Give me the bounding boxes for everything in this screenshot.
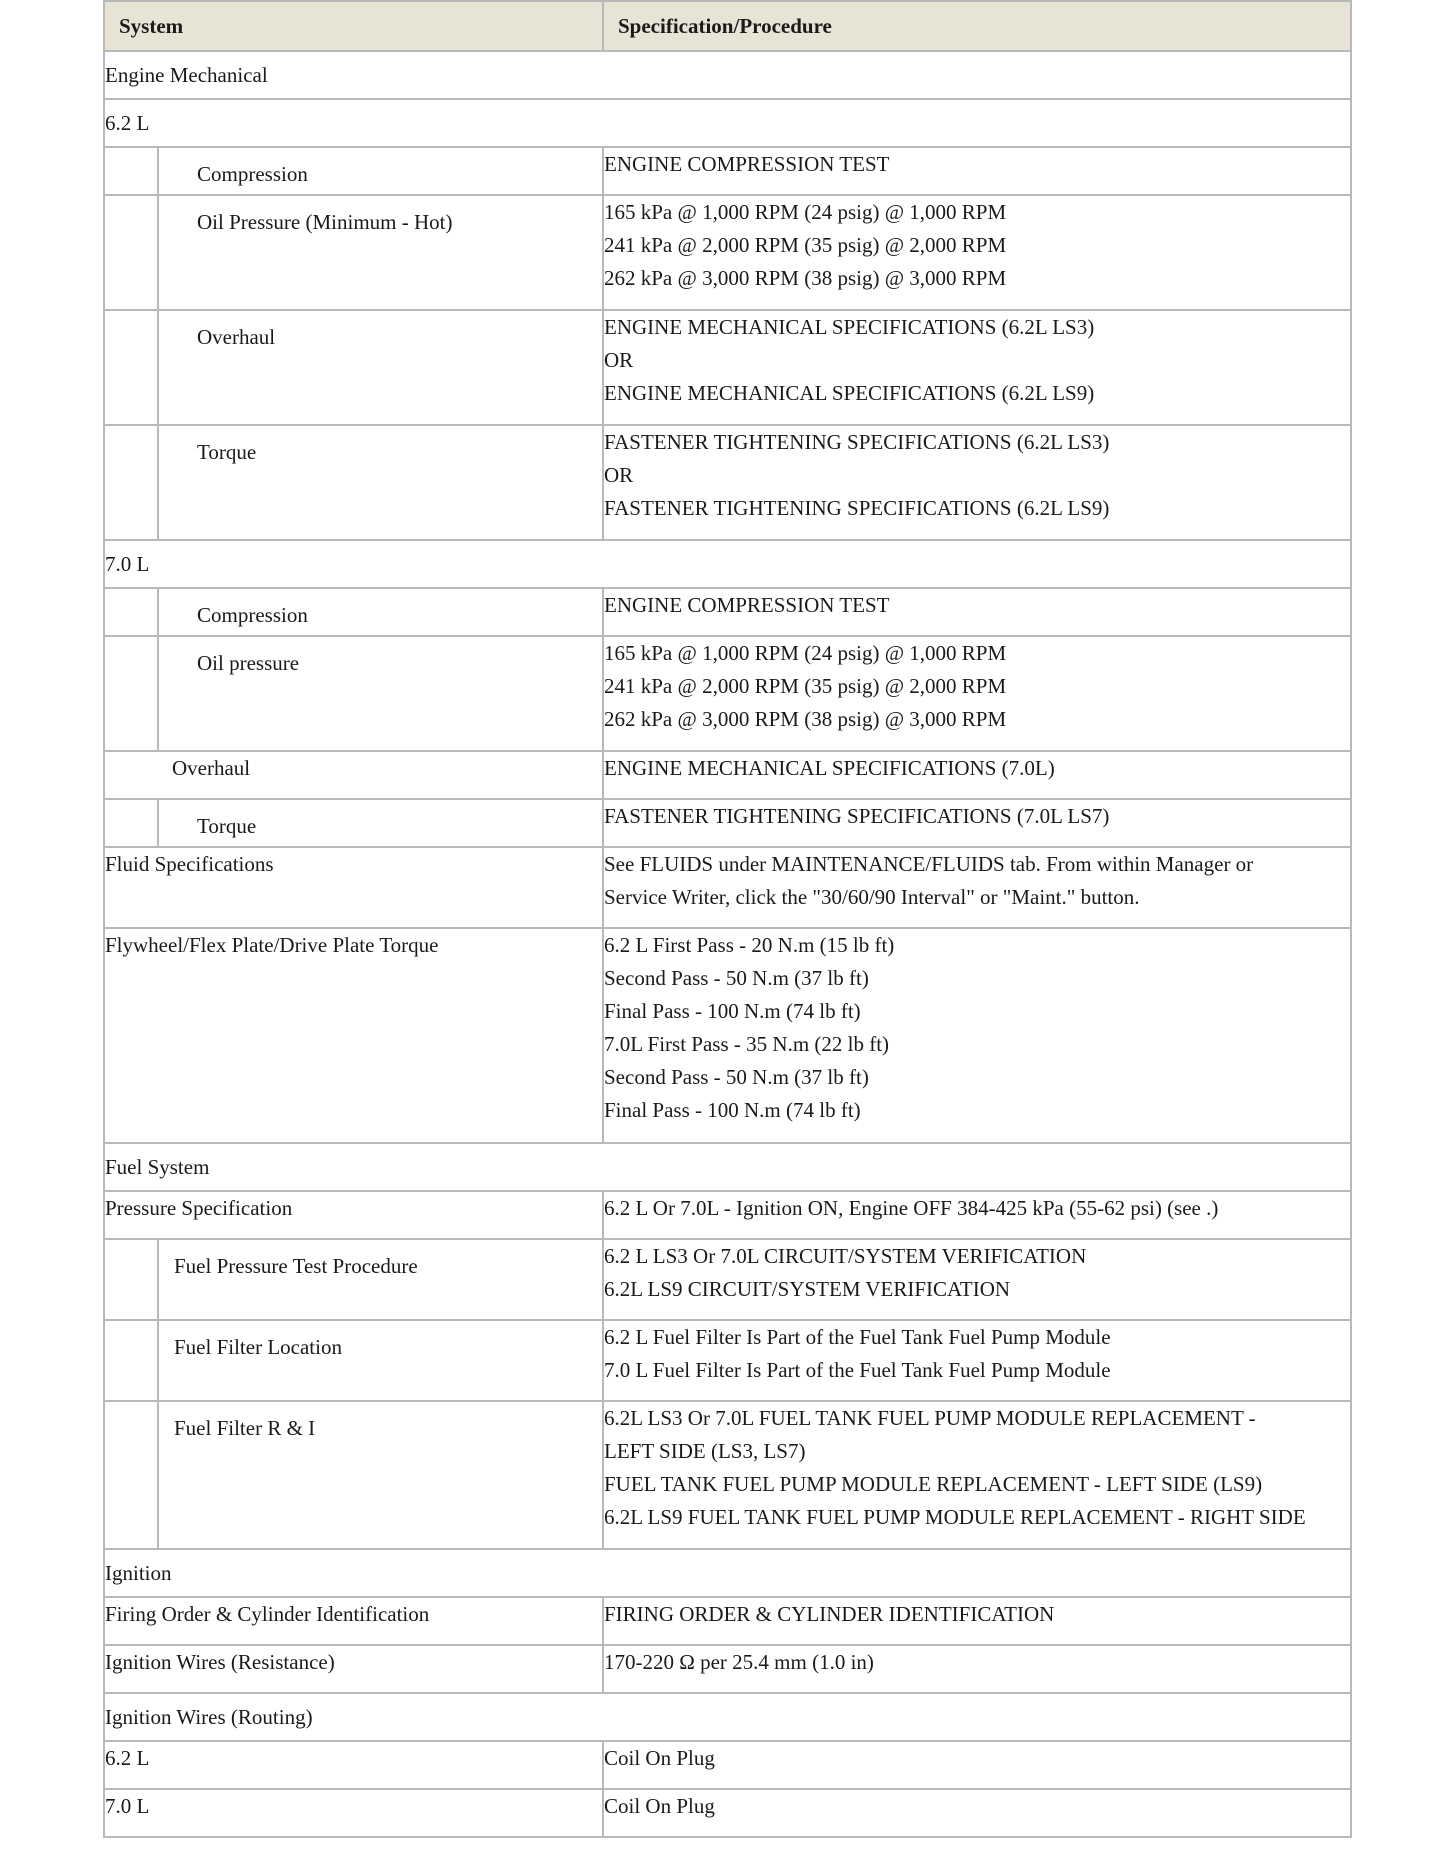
row-label: Flywheel/Flex Plate/Drive Plate Torque	[104, 928, 603, 1143]
spec-line: 6.2 L LS3 Or 7.0L CIRCUIT/SYSTEM VERIFICATION	[604, 1244, 1087, 1268]
table-row	[104, 928, 1351, 1143]
row-label-cell	[104, 799, 603, 847]
subsection-row	[104, 1693, 1351, 1741]
row-label: Torque	[197, 814, 257, 838]
spec-line: Second Pass - 50 N.m (37 lb ft)	[604, 966, 869, 990]
row-spec	[603, 425, 1351, 540]
row-label: 6.2 L	[104, 1741, 603, 1789]
row-spec	[603, 310, 1351, 425]
spec-line: LEFT SIDE (LS3, LS7)	[604, 1439, 806, 1463]
row-label: Overhaul	[104, 751, 603, 799]
section-fuel-system: Fuel System	[104, 1143, 1351, 1191]
row-spec	[603, 751, 1351, 799]
spec-line: FIRING ORDER & CYLINDER IDENTIFICATION	[604, 1602, 1055, 1626]
row-spec	[603, 1191, 1351, 1239]
row-label: Fluid Specifications	[104, 847, 603, 928]
spec-line: OR	[604, 348, 634, 372]
row-spec	[603, 847, 1351, 928]
row-spec	[603, 1645, 1351, 1693]
spec-line: 6.2 L Or 7.0L - Ignition ON, Engine OFF 384-425 kPa (55-62 psi) (see .)	[604, 1196, 1219, 1220]
table-row	[104, 1401, 1351, 1549]
section-row	[104, 1549, 1351, 1597]
row-spec	[603, 636, 1351, 751]
spec-line: FASTENER TIGHTENING SPECIFICATIONS (7.0L LS7)	[604, 804, 1110, 828]
row-spec	[603, 147, 1351, 195]
row-spec	[603, 1401, 1351, 1549]
spec-line: 165 kPa @ 1,000 RPM (24 psig) @ 1,000 RPM	[604, 641, 1007, 665]
spec-line: FUEL TANK FUEL PUMP MODULE REPLACEMENT - LEFT SIDE (LS9)	[604, 1472, 1263, 1496]
row-label-cell	[104, 636, 603, 751]
spec-line: 6.2L LS9 FUEL TANK FUEL PUMP MODULE REPLACEMENT - RIGHT SIDE	[604, 1505, 1306, 1529]
subsection-row	[104, 99, 1351, 147]
section-engine-mechanical: Engine Mechanical	[104, 51, 1351, 99]
table-row	[104, 847, 1351, 928]
spec-line: Second Pass - 50 N.m (37 lb ft)	[604, 1065, 869, 1089]
section-row	[104, 51, 1351, 99]
row-label: Compression	[197, 603, 308, 627]
table-row	[104, 310, 1351, 425]
row-label: Oil Pressure (Minimum - Hot)	[197, 210, 453, 234]
row-label: Overhaul	[197, 325, 276, 349]
spec-page	[103, 0, 1350, 1838]
spec-line: 7.0 L Fuel Filter Is Part of the Fuel Tank Fuel Pump Module	[604, 1358, 1111, 1382]
spec-line: ENGINE MECHANICAL SPECIFICATIONS (6.2L LS9)	[604, 381, 1095, 405]
row-label: Oil pressure	[197, 651, 300, 675]
spec-line: 241 kPa @ 2,000 RPM (35 psig) @ 2,000 RPM	[604, 674, 1007, 698]
spec-line: Final Pass - 100 N.m (74 lb ft)	[604, 999, 861, 1023]
row-spec	[603, 1789, 1351, 1837]
spec-line: ENGINE COMPRESSION TEST	[604, 593, 890, 617]
spec-line: 165 kPa @ 1,000 RPM (24 psig) @ 1,000 RPM	[604, 200, 1007, 224]
spec-line: Final Pass - 100 N.m (74 lb ft)	[604, 1098, 861, 1122]
header-system: System	[104, 1, 603, 51]
row-label: Fuel Filter R & I	[174, 1416, 316, 1440]
row-label-cell	[104, 310, 603, 425]
table-row	[104, 195, 1351, 310]
spec-line: FASTENER TIGHTENING SPECIFICATIONS (6.2L LS3)	[604, 430, 1110, 454]
table-row	[104, 799, 1351, 847]
row-label-cell	[104, 425, 603, 540]
row-label-cell	[104, 1320, 603, 1401]
table-row	[104, 147, 1351, 195]
table-row	[104, 1239, 1351, 1320]
row-label-cell	[104, 147, 603, 195]
row-label-cell	[104, 195, 603, 310]
subsection-ignition-routing: Ignition Wires (Routing)	[104, 1693, 1351, 1741]
spec-line: Coil On Plug	[604, 1746, 715, 1770]
table-row	[104, 1191, 1351, 1239]
row-label-cell	[104, 1401, 603, 1549]
spec-line: 6.2L LS9 CIRCUIT/SYSTEM VERIFICATION	[604, 1277, 1011, 1301]
row-label: 7.0 L	[104, 1789, 603, 1837]
row-spec	[603, 1239, 1351, 1320]
section-ignition: Ignition	[104, 1549, 1351, 1597]
row-label: Pressure Specification	[104, 1191, 603, 1239]
header-row	[104, 1, 1351, 51]
spec-line: ENGINE MECHANICAL SPECIFICATIONS (6.2L LS3)	[604, 315, 1095, 339]
row-spec	[603, 928, 1351, 1143]
row-label-cell	[104, 1239, 603, 1320]
row-spec	[603, 195, 1351, 310]
row-spec	[603, 1320, 1351, 1401]
row-label: Ignition Wires (Resistance)	[104, 1645, 603, 1693]
row-spec	[603, 799, 1351, 847]
row-label: Firing Order & Cylinder Identification	[104, 1597, 603, 1645]
spec-line: FASTENER TIGHTENING SPECIFICATIONS (6.2L LS9)	[604, 496, 1110, 520]
row-label-cell	[104, 588, 603, 636]
spec-line: OR	[604, 463, 634, 487]
subsection-row	[104, 540, 1351, 588]
row-label: Fuel Filter Location	[174, 1335, 342, 1359]
spec-table	[103, 0, 1352, 1838]
subsection-6-2l: 6.2 L	[104, 99, 1351, 147]
table-row	[104, 1320, 1351, 1401]
row-spec	[603, 588, 1351, 636]
spec-line: 241 kPa @ 2,000 RPM (35 psig) @ 2,000 RPM	[604, 233, 1007, 257]
table-row	[104, 1741, 1351, 1789]
spec-line: 262 kPa @ 3,000 RPM (38 psig) @ 3,000 RPM	[604, 266, 1007, 290]
table-row	[104, 588, 1351, 636]
table-row	[104, 1597, 1351, 1645]
header-spec: Specification/Procedure	[603, 1, 1351, 51]
table-row	[104, 1645, 1351, 1693]
spec-line: ENGINE MECHANICAL SPECIFICATIONS (7.0L)	[604, 756, 1055, 780]
spec-line: 6.2 L Fuel Filter Is Part of the Fuel Tank Fuel Pump Module	[604, 1325, 1111, 1349]
spec-line: See FLUIDS under MAINTENANCE/FLUIDS tab. From within Manager or	[604, 852, 1254, 876]
row-spec	[603, 1597, 1351, 1645]
spec-line: ENGINE COMPRESSION TEST	[604, 152, 890, 176]
spec-line: 170-220 Ω per 25.4 mm (1.0 in)	[604, 1650, 874, 1674]
table-row	[104, 1789, 1351, 1837]
spec-line: 6.2L LS3 Or 7.0L FUEL TANK FUEL PUMP MODULE REPLACEMENT -	[604, 1406, 1256, 1430]
spec-line: Coil On Plug	[604, 1794, 715, 1818]
row-label: Torque	[197, 440, 257, 464]
section-row	[104, 1143, 1351, 1191]
spec-line: 6.2 L First Pass - 20 N.m (15 lb ft)	[604, 933, 895, 957]
row-spec	[603, 1741, 1351, 1789]
row-label: Compression	[197, 162, 308, 186]
subsection-7-0l: 7.0 L	[104, 540, 1351, 588]
table-row	[104, 751, 1351, 799]
table-row	[104, 636, 1351, 751]
spec-line: Service Writer, click the "30/60/90 Interval" or "Maint." button.	[604, 885, 1140, 909]
spec-line: 7.0L First Pass - 35 N.m (22 lb ft)	[604, 1032, 890, 1056]
spec-line: 262 kPa @ 3,000 RPM (38 psig) @ 3,000 RPM	[604, 707, 1007, 731]
table-row	[104, 425, 1351, 540]
row-label: Fuel Pressure Test Procedure	[174, 1254, 418, 1278]
